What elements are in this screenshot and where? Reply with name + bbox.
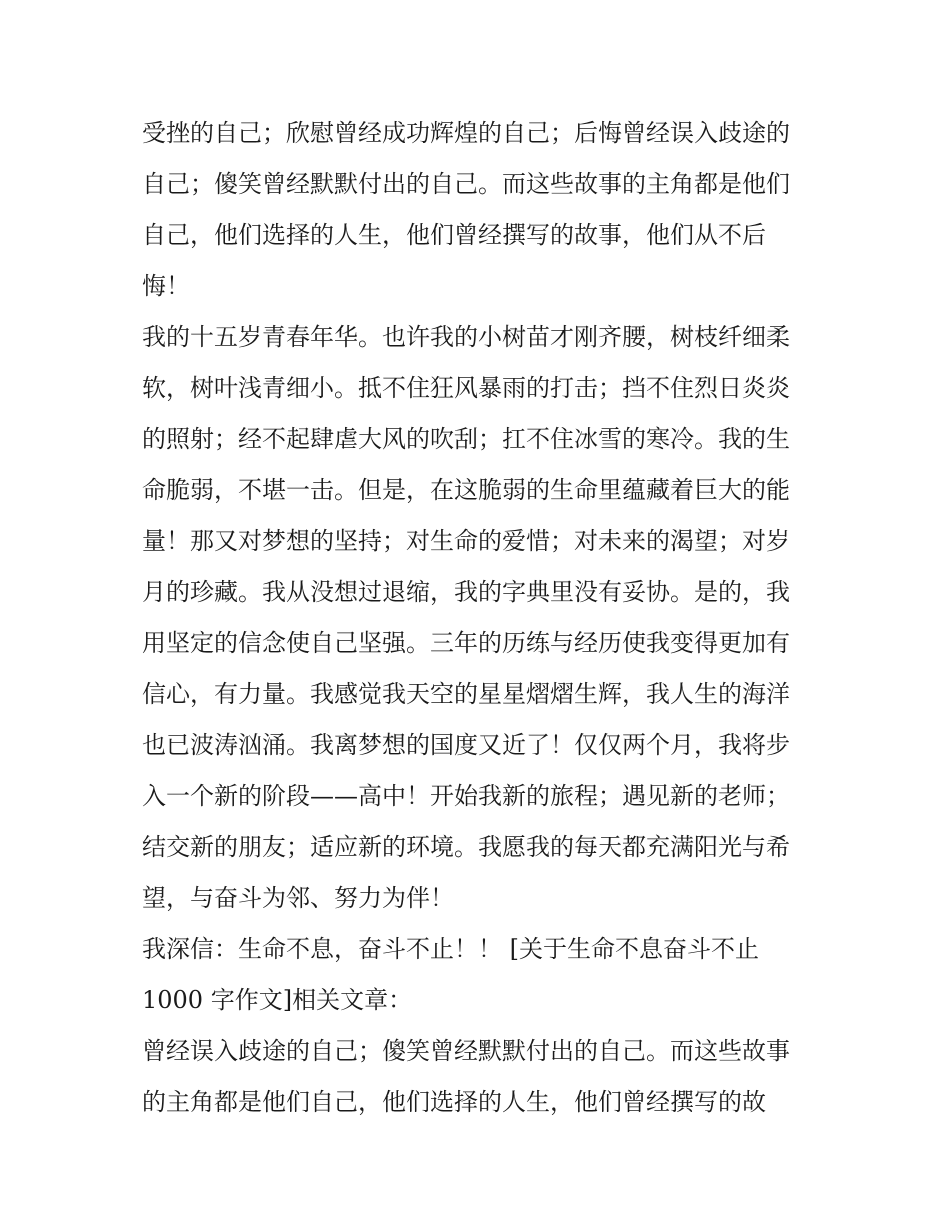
text-line: 我的十五岁青春年华。也许我的小树苗才刚齐腰，树枝纤细柔 bbox=[142, 323, 790, 351]
text-line: 用坚定的信念使自己坚强。三年的历练与经历使我变得更加有 bbox=[142, 629, 790, 657]
text-line: 的主角都是他们自己，他们选择的人生，他们曾经撰写的故 bbox=[142, 1088, 766, 1116]
text-line: 软，树叶浅青细小。抵不住狂风暴雨的打击；挡不住烈日炎炎 bbox=[142, 374, 790, 402]
text-line: 入一个新的阶段——高中！开始我新的旅程；遇见新的老师； bbox=[142, 782, 790, 810]
text-line: 信心，有力量。我感觉我天空的星星熠熠生辉，我人生的海洋 bbox=[142, 680, 790, 708]
text-line: 我深信：生命不息，奋斗不止！！ [关于生命不息奋斗不止 bbox=[142, 935, 759, 963]
text-line: 受挫的自己；欣慰曾经成功辉煌的自己；后悔曾经误入歧途的 bbox=[142, 119, 790, 147]
document-body bbox=[142, 108, 814, 1128]
text-line: 望，与奋斗为邻、努力为伴！ bbox=[142, 884, 454, 912]
text-line: 曾经误入歧途的自己；傻笑曾经默默付出的自己。而这些故事 bbox=[142, 1037, 790, 1065]
text-line: 月的珍藏。我从没想过退缩，我的字典里没有妥协。是的，我 bbox=[142, 578, 790, 606]
text-line: 命脆弱，不堪一击。但是，在这脆弱的生命里蕴藏着巨大的能 bbox=[142, 476, 790, 504]
text-line: 1000 字作文]相关文章： bbox=[142, 986, 413, 1014]
text-line: 量！那又对梦想的坚持；对生命的爱惜；对未来的渴望；对岁 bbox=[142, 527, 790, 555]
text-line: 也已波涛汹涌。我离梦想的国度又近了！仅仅两个月，我将步 bbox=[142, 731, 790, 759]
text-line: 的照射；经不起肆虐大风的吹刮；扛不住冰雪的寒冷。我的生 bbox=[142, 425, 790, 453]
text-line: 结交新的朋友；适应新的环境。我愿我的每天都充满阳光与希 bbox=[142, 833, 790, 861]
text-line: 自己，他们选择的人生，他们曾经撰写的故事，他们从不后 bbox=[142, 221, 766, 249]
text-line: 悔！ bbox=[142, 272, 190, 300]
text-line: 自己；傻笑曾经默默付出的自己。而这些故事的主角都是他们 bbox=[142, 170, 790, 198]
